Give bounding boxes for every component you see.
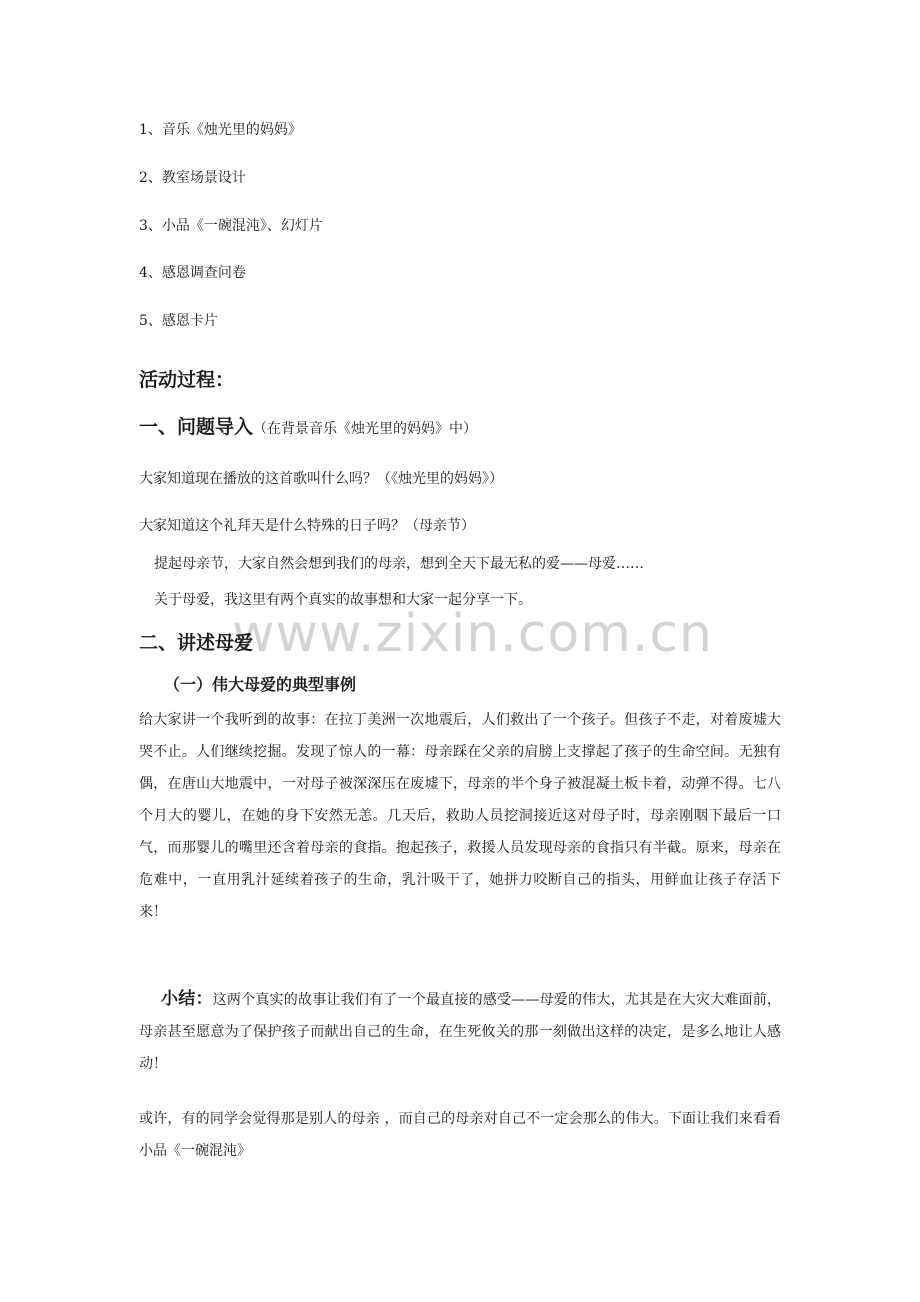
material-item-skit: 3、小品《一碗混沌》、幻灯片 [139, 218, 323, 234]
stories-intro: 关于母爱，我这里有两个真实的故事想和大家一起分享一下。 [154, 592, 532, 608]
section2-subtitle: （一）伟大母爱的典型事例 [164, 675, 357, 694]
watermark: www.zixin.com.cn [232, 604, 713, 664]
summary-label: 小结： [161, 989, 213, 1009]
mothers-day-paragraph: 提起母亲节，大家自然会想到我们的母亲，想到全天下最无私的爱——母爱…… [154, 556, 644, 572]
section2-title: 二、讲述母爱 [139, 632, 254, 654]
material-item-card: 5、感恩卡片 [139, 313, 218, 329]
material-item-survey: 4、感恩调查问卷 [139, 265, 246, 281]
process-title: 活动过程： [139, 369, 235, 391]
summary-text: 这两个真实的故事让我们有了一个最直接的感受——母爱的伟大，尤其是在大灾大难面前，母亲甚至愿意为了保护孩子而献出自己的生命，在生死攸关的那一刻做出这样的决定，是多么地让人感动！ [139, 992, 782, 1072]
section1-title: 一、问题导入 [139, 416, 254, 438]
story-paragraph: 给大家讲一个我听到的故事：在拉丁美洲一次地震后，人们救出了一个孩子。但孩子不走，对着废墟大哭不止。人们继续挖掘。发现了惊人的一幕：母亲踩在父亲的肩膀上支撑起了孩子的生命空间。无独有偶，在唐山大地震中，一对母子被深深压在废墟下，母亲的半个身子被混凝土板卡着，动弹不得。七八个月大的婴儿，在她的身下安然无恙。几天后，救助人员挖洞接近这对母子时，母亲刚咽下最后一口气，而那婴儿的嘴里还含着母亲的食指。抱起孩子，救援人员发现母亲的食指只有半截。原来，母亲在危难中，一直用乳汁延续着孩子的生命，乳汁吸干了，她拼力咬断自己的指头，用鲜血让孩子存活下来！ [139, 712, 781, 920]
material-item-music: 1、音乐《烛光里的妈妈》 [139, 122, 302, 138]
closing-paragraph: 或许，有的同学会觉得那是别人的母亲 ，而自己的母亲对自己不一定会那么的伟大。下面让我们来看看小品《一碗混沌》 [139, 1111, 781, 1159]
question-song: 大家知道现在播放的这首歌叫什么吗？（《烛光里的妈妈》） [139, 471, 503, 487]
question-day: 大家知道这个礼拜天是什么特殊的日子吗？（母亲节） [139, 518, 475, 534]
summary-paragraph [139, 983, 781, 1080]
material-item-classroom: 2、教室场景设计 [139, 170, 246, 186]
section1-heading [139, 414, 477, 442]
section1-note: （在背景音乐《烛光里的妈妈》中） [253, 421, 478, 437]
